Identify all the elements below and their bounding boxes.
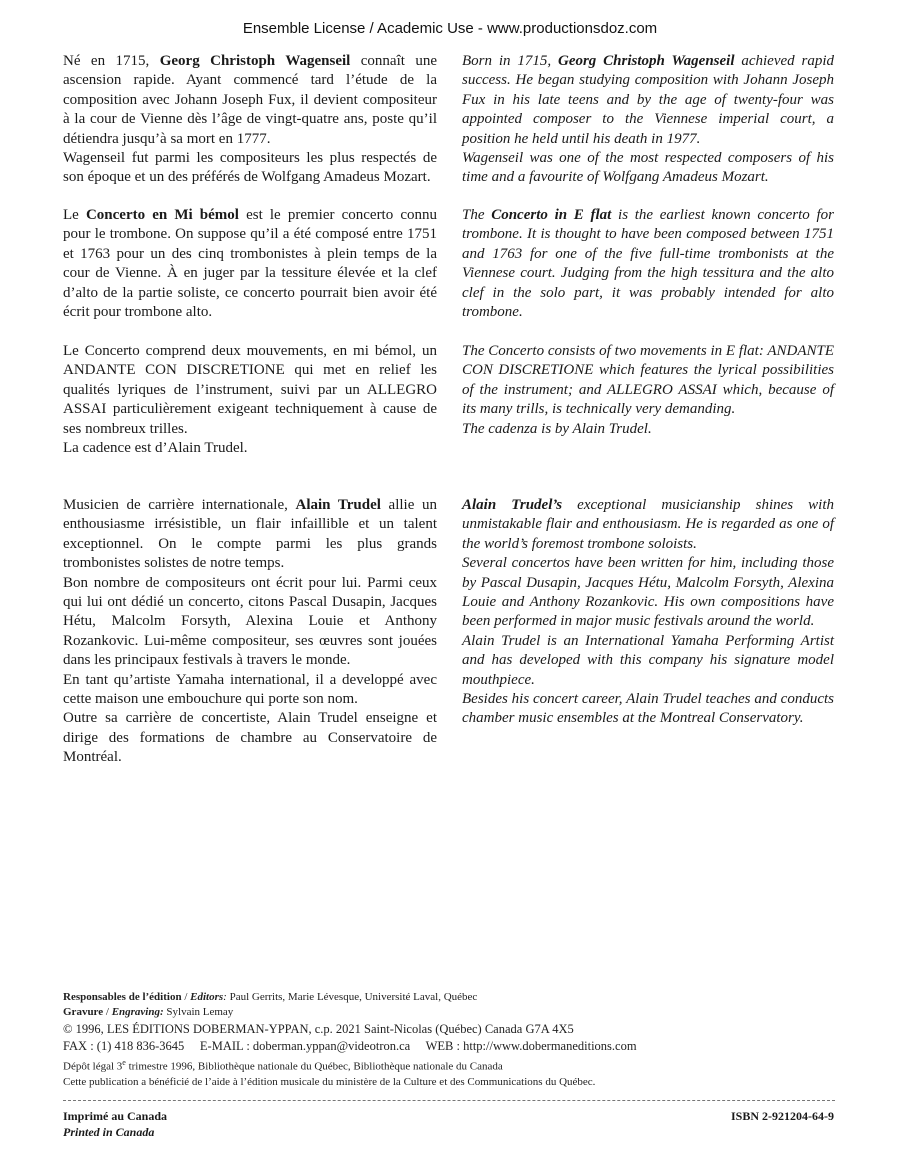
- work-title: Concerto in E flat: [491, 207, 612, 223]
- printed-fr: Imprimé au Canada: [63, 1109, 168, 1123]
- credits-block: [63, 990, 835, 1090]
- text: allie un enthousiasme irrésistible, un flair infaillible et un talent exceptionnel. On le compte parmi les plus grands trombonistes solistes de notre temps.: [63, 497, 437, 572]
- contact-line: FAX : (1) 418 836-3645 E-MAIL : doberman.yppan@videotron.ca WEB : http://www.dobermaneditions.com: [63, 1038, 637, 1053]
- english-para-3: [462, 342, 834, 439]
- text: Le: [63, 207, 86, 223]
- text: Né en 1715,: [63, 53, 160, 69]
- text: trimestre 1996, Bibliothèque nationale du Québec, Bibliothèque nationale du Canada: [125, 1060, 503, 1073]
- french-para-1: [63, 52, 437, 188]
- text: Alain Trudel is an International Yamaha Performing Artist and has developed with this company his signature model mouthpiece.: [462, 632, 834, 688]
- french-para-3: [63, 342, 437, 458]
- editors-line: Responsables de l’édition / Editors: Paul Gerrits, Marie Lévesque, Université Laval, Québec: [63, 991, 478, 1003]
- text: connaît une ascension rapide. Ayant commencé tard l’étude de la composition avec Johann Joseph Fux, il devient compositeur à la cour de Vienne dès l’âge de vingt-quatre ans, poste qu’il détiendra jusqu’à sa mort en 1777.: [63, 53, 438, 147]
- copyright-line: © 1996, LES ÉDITIONS DOBERMAN-YPPAN, c.p. 2021 Saint-Nicolas (Québec) Canada G7A 4X5: [63, 1021, 574, 1036]
- text: Le Concerto comprend deux mouvements, en mi bémol, un ANDANTE CON DISCRETIONE qui met en relief les qualités lyriques de l’instrument, suivi par un ALLEGRO ASSAI particulièrement exigeant techniquement à cause de ses nombreux trilles.: [63, 343, 437, 437]
- text: Wagenseil fut parmi les compositeurs les plus respectés de son époque et un des préférés de Wolfgang Amadeus Mozart.: [63, 150, 437, 186]
- work-title: Concerto en Mi bémol: [85, 207, 239, 223]
- text: The: [462, 207, 492, 223]
- printed-en: Printed in Canada: [63, 1125, 155, 1139]
- composer-name: Georg Christoph Wagenseil: [159, 53, 351, 69]
- text: Several concertos have been written for him, including those by Pascal Dusapin, Jacques Hétu, Malcolm Forsyth, Alexina Louie and Anthony Rozankovic. His own compositions have been performed in major music festivals around the world.: [462, 555, 834, 630]
- french-para-2: [63, 206, 437, 322]
- text: En tant qu’artiste Yamaha international, il a developpé avec cette maison une embouchure qui porte son nom.: [63, 671, 437, 708]
- superscript: e: [122, 1057, 126, 1067]
- text: Born in 1715,: [462, 53, 558, 69]
- grant-line: Cette publication a bénéficié de l’aide à l’édition musicale du ministère de la Culture et des Communications du Québec.: [63, 1075, 596, 1088]
- label: Responsables de l’édition: [63, 991, 182, 1003]
- text: achieved rapid success. He began studying composition with Johann Joseph Fux in his late teens and by the age of twenty-four was appointed composer to the Viennese imperial court, a position he held until his death in 1977.: [462, 53, 835, 147]
- english-para-2: [462, 206, 834, 322]
- text: Sylvain Lemay: [163, 1006, 234, 1019]
- legal-deposit-line: [63, 1055, 835, 1075]
- text: The cadenza is by Alain Trudel.: [462, 420, 652, 437]
- text: is the earliest known concerto for trombone. It is thought to have been composed between 1751 and 1763 for one of the five full-time trombonists at the Viennese court. Judging from the high tessitura and the alto clef in the solo part, it was probably intended for alto trombone.: [462, 207, 835, 321]
- text: exceptional musicianship shines with unmistakable flair and enthousiasm. He is regarded as one of the world’s foremost trombone soloists.: [462, 497, 835, 552]
- text: Paul Gerrits, Marie Lévesque, Université Laval, Québec: [226, 991, 478, 1003]
- printed-in: [63, 1108, 167, 1140]
- text: est le premier concerto connu pour le trombone. On suppose qu’il a été composé entre 1751 et 1763 pour un des cinq trombonistes à plein temps de la cour de Vienne. À en juger par la tessiture élevée et la clef d’alto de la partie soliste, ce concerto pourrait bien avoir été écrit pour trombone alto.: [63, 207, 438, 321]
- license-banner: Ensemble License / Academic Use - www.productionsdoz.com: [242, 20, 658, 37]
- text: Dépôt légal 3: [63, 1060, 123, 1073]
- text: Bon nombre de compositeurs ont écrit pour lui. Parmi ceux qui lui ont dédié un concerto, citons Pascal Dusapin, Jacques Hétu, Malcolm Forsyth, Alexina Louie et Anthony Rozankovic. Lui-même compositeur, ses œuvres sont jouées dans les principaux festivals à travers le monde.: [63, 574, 437, 669]
- text: Wagenseil was one of the most respected composers of his time and a favourite of Wolfgang Amadeus Mozart.: [462, 150, 834, 186]
- text: The Concerto consists of two movements in E flat: ANDANTE CON DISCRETIONE which features the lyrical possibilities of the instrument; and ALLEGRO ASSAI which, because of its many trills, is technically very demanding.: [462, 343, 834, 418]
- engraving-line: Gravure / Engraving: Sylvain Lemay: [63, 1006, 234, 1019]
- text: La cadence est d’Alain Trudel.: [63, 440, 248, 457]
- label: Engraving:: [111, 1006, 164, 1019]
- soloist-name: Alain Trudel’s: [462, 497, 563, 513]
- composer-name: Georg Christoph Wagenseil: [557, 53, 735, 69]
- english-para-4: [462, 496, 834, 729]
- text: Musicien de carrière internationale,: [63, 497, 296, 513]
- text: Besides his concert career, Alain Trudel teaches and conducts chamber music ensembles at the Montreal Conservatory.: [462, 691, 834, 727]
- label: Editors: [190, 991, 224, 1003]
- text: Outre sa carrière de concertiste, Alain Trudel enseigne et dirige des formations de chambre au Conservatoire de Montréal.: [63, 710, 437, 766]
- isbn: ISBN 2-921204-64-9: [730, 1109, 834, 1123]
- divider: [63, 1100, 835, 1101]
- french-para-4: [63, 496, 437, 768]
- soloist-name: Alain Trudel: [295, 497, 381, 513]
- label: Gravure: [63, 1006, 104, 1019]
- english-para-1: [462, 52, 834, 188]
